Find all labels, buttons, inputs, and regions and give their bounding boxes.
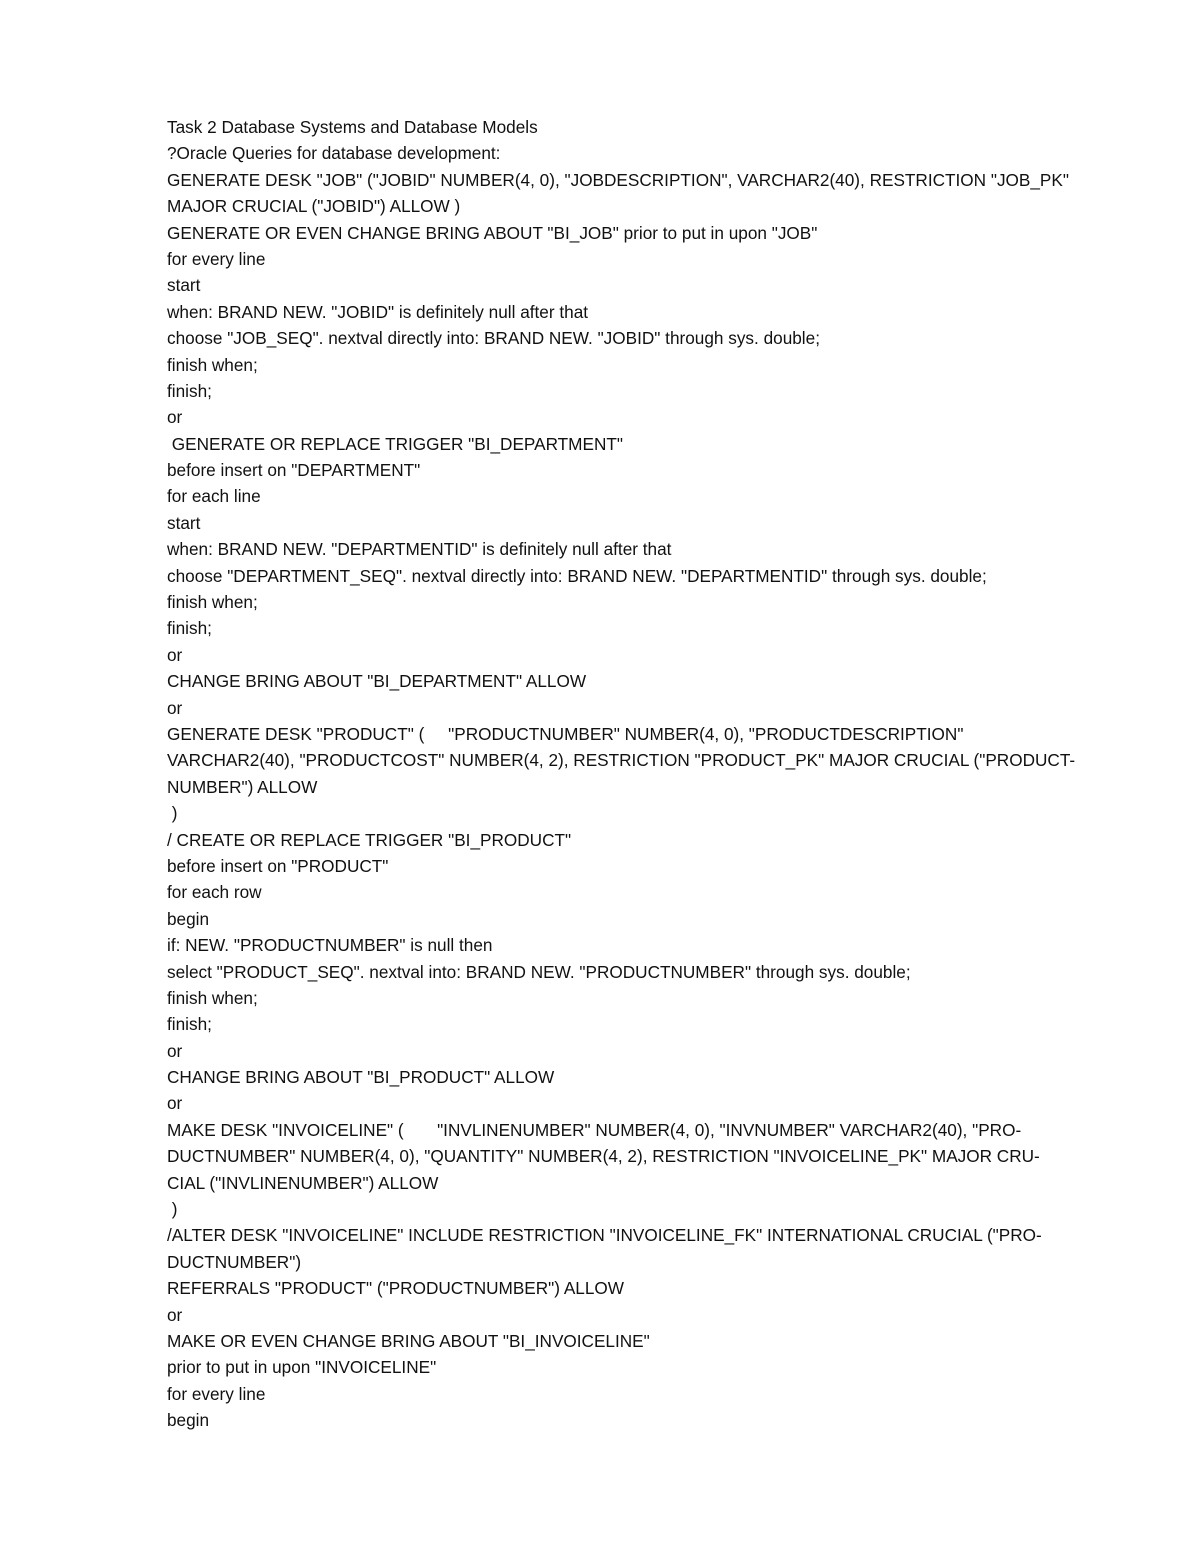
document-line: / CREATE OR REPLACE TRIGGER "BI_PRODUCT" [167, 829, 572, 850]
document-line: or [167, 697, 183, 718]
document-line: when: BRAND NEW. "DEPARTMENTID" is definitely null after that [167, 539, 672, 560]
document-line: start [167, 275, 201, 296]
document-line: GENERATE DESK "PRODUCT" ( "PRODUCTNUMBER" NUMBER(4, 0), "PRODUCTDESCRIPTION" [167, 723, 964, 744]
document-line: CHANGE BRING ABOUT "BI_DEPARTMENT" ALLOW [167, 671, 587, 692]
document-line: CHANGE BRING ABOUT "BI_PRODUCT" ALLOW [167, 1067, 555, 1088]
document-line: ?Oracle Queries for database development: [167, 143, 501, 164]
document-line: for every line [167, 248, 266, 269]
document-line: for each line [167, 486, 261, 507]
document-line: /ALTER DESK "INVOICELINE" INCLUDE RESTRICTION "INVOICELINE_FK" INTERNATIONAL CRUCIAL ("PRO- [167, 1225, 1042, 1246]
document-line: for every line [167, 1383, 266, 1404]
document-title: Task 2 Database Systems and Database Models [167, 117, 538, 137]
document-line: CIAL ("INVLINENUMBER") ALLOW [167, 1172, 439, 1193]
document-line: choose "DEPARTMENT_SEQ". nextval directly into: BRAND NEW. "DEPARTMENTID" through sys. double; [167, 565, 987, 586]
document-line: before insert on "DEPARTMENT" [167, 460, 421, 481]
document-body [167, 114, 1127, 1434]
document-line: ) [167, 1199, 178, 1220]
document-line: prior to put in upon "INVOICELINE" [167, 1357, 437, 1378]
document-line: choose "JOB_SEQ". nextval directly into: BRAND NEW. "JOBID" through sys. double; [167, 328, 820, 349]
document-line: select "PRODUCT_SEQ". nextval into: BRAND NEW. "PRODUCTNUMBER" through sys. double; [167, 961, 911, 982]
document-line: GENERATE OR EVEN CHANGE BRING ABOUT "BI_JOB" prior to put in upon "JOB" [167, 222, 818, 243]
document-line: or [167, 407, 183, 428]
document-line: GENERATE OR REPLACE TRIGGER "BI_DEPARTMENT" [167, 433, 623, 454]
document-line: finish when; [167, 592, 258, 613]
document-line: for each row [167, 882, 262, 903]
document-line: or [167, 644, 183, 665]
document-line: MAKE DESK "INVOICELINE" ( "INVLINENUMBER" NUMBER(4, 0), "INVNUMBER" VARCHAR2(40), "PRO- [167, 1119, 1022, 1140]
document-line: or [167, 1304, 183, 1325]
document-line: ) [167, 803, 178, 824]
document-line: DUCTNUMBER") [167, 1251, 302, 1272]
document-line: finish; [167, 1014, 212, 1035]
document-line: VARCHAR2(40), "PRODUCTCOST" NUMBER(4, 2), RESTRICTION "PRODUCT_PK" MAJOR CRUCIAL ("PRODUCT- [167, 750, 1076, 771]
document-line: finish; [167, 618, 212, 639]
document-line: begin [167, 908, 210, 929]
document-line: before insert on "PRODUCT" [167, 855, 389, 876]
document-line: finish when; [167, 987, 258, 1008]
document-line: begin [167, 1410, 210, 1431]
document-line: MAKE OR EVEN CHANGE BRING ABOUT "BI_INVOICELINE" [167, 1330, 650, 1351]
document-line: when: BRAND NEW. "JOBID" is definitely null after that [167, 301, 589, 322]
document-line: NUMBER") ALLOW [167, 776, 318, 797]
document-line: MAJOR CRUCIAL ("JOBID") ALLOW ) [167, 196, 461, 217]
document-line: start [167, 512, 201, 533]
document-line: DUCTNUMBER" NUMBER(4, 0), "QUANTITY" NUMBER(4, 2), RESTRICTION "INVOICELINE_PK" MAJOR CRU- [167, 1146, 1040, 1167]
document-line: if: NEW. "PRODUCTNUMBER" is null then [167, 935, 493, 956]
document-line: finish; [167, 380, 212, 401]
document-line: or [167, 1093, 183, 1114]
document-line: finish when; [167, 354, 258, 375]
document-line: or [167, 1040, 183, 1061]
document-line: REFERRALS "PRODUCT" ("PRODUCTNUMBER") ALLOW [167, 1278, 624, 1299]
document-line: GENERATE DESK "JOB" ("JOBID" NUMBER(4, 0), "JOBDESCRIPTION", VARCHAR2(40), RESTRICTION "JOB_PK" [167, 169, 1069, 190]
